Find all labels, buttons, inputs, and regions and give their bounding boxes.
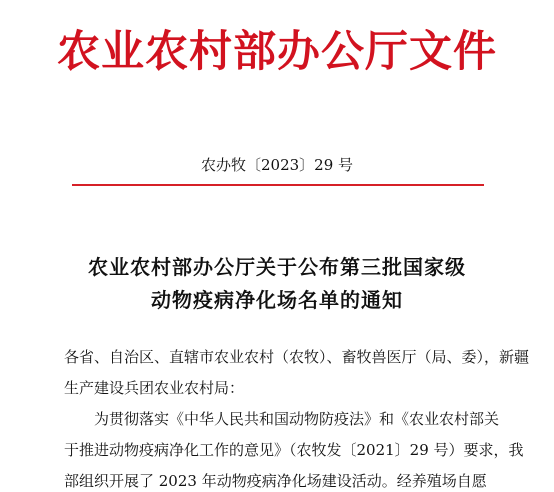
document-number: 农办牧〔2023〕29 号	[200, 156, 354, 174]
notice-title-line-1: 农业农村部办公厅关于公布第三批国家级	[88, 255, 466, 279]
notice-title-line-2: 动物疫病净化场名单的通知	[151, 288, 403, 312]
body-text-line: 生产建设兵团农业农村局：	[64, 379, 245, 397]
body-text-line: 部组织开展了 2023 年动物疫病净化场建设活动。经养殖场自愿	[64, 472, 487, 490]
document-header-title: 农业农村部办公厅文件	[57, 27, 497, 77]
body-text-line: 各省、自治区、直辖市农业农村（农牧）、畜牧兽医厅（局、委），新疆	[64, 348, 530, 366]
body-text-line: 于推进动物疫病净化工作的意见》（农牧发〔2021〕29 号）要求，我	[64, 441, 524, 459]
header-divider	[72, 184, 484, 186]
body-text-line: 为贯彻落实《中华人民共和国动物防疫法》和《农业农村部关	[94, 410, 500, 428]
